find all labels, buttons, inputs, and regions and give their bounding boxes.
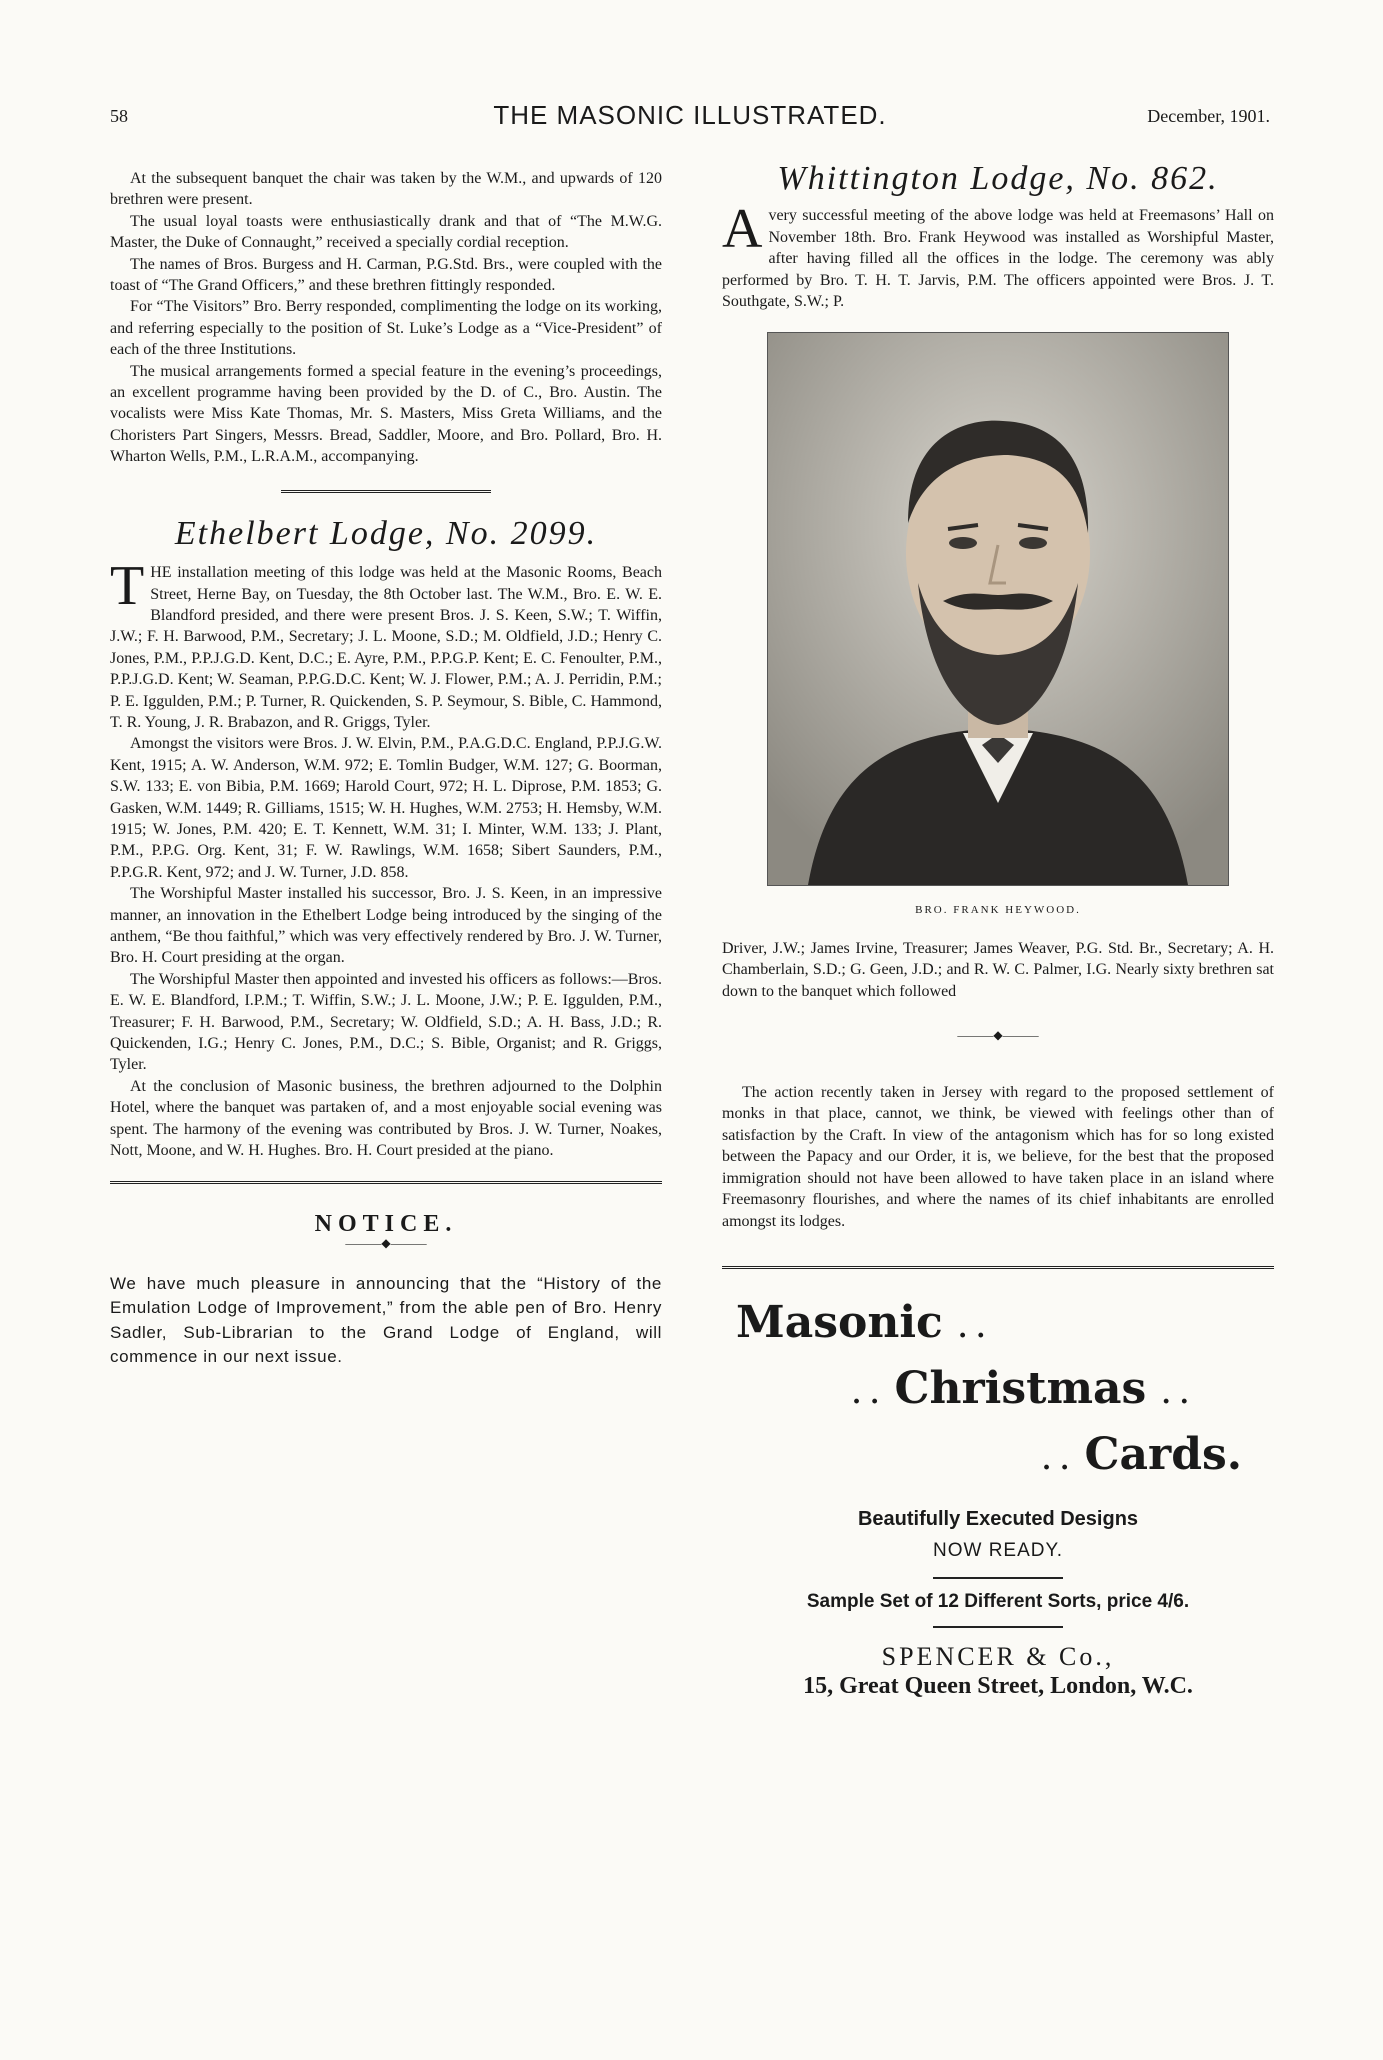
jersey-paragraph: The action recently taken in Jersey with regard to the proposed settlement of monks in that place, cannot, we think, be viewed with feelings other than of satisfaction by the Craft. In view of the antagonism which has for so long existed between the Papacy and our Order, it is, we believe, for the best that the proposed immigration should not have been allowed to have taken place in an island where Freemasonry flourishes, and where the names of its chief inhabitants are enrolled amongst its lodges.: [722, 1084, 1274, 1230]
issue-date: December, 1901.: [1147, 106, 1270, 126]
ethelbert-first-paragraph: THE installation meeting of this lodge was held at the Masonic Rooms, Beach Street, Herne Bay, on Tuesday, the 8th October last. The W.M., Bro. E. W. E. Blandford presided, and there were present Bros. J. S. Keen, S.W.; T. Wiffin, J.W.; F. H. Barwood, P.M., Secretary; J. L. Moone, S.D.; M. Oldfield, J.D.; Henry C. Jones, P.M., P.P.J.G.D. Kent, D.C.; E. Ayre, P.M., P.P.G.P. Kent; E. C. Fenoulter, P.M., P.P.J.G.D. Kent; W. Seaman, P.P.G.D.C. Kent; W. J. Flower, P.M.; A. J. Perridin, P.M.; P. E. Iggulden, P.M.; P. Turner, R. Quickenden, S. P. Seymour, S. Bible, C. Hammond, T. R. Young, J. R. Brabazon, and R. Griggs, Tyler.: [110, 555, 662, 731]
ornament-divider: ———◆———: [957, 1028, 1039, 1043]
notice-body: We have much pleasure in announcing that the “History of the Emulation Lodge of Improvement,” from the able pen of Bro. Henry Sadler, Sub-Librarian to the Grand Lodge of England, will commence in our next issue.: [110, 1273, 662, 1367]
advert-sample-line: Sample Set of 12 Different Sorts, price 4/6.: [806, 1590, 1190, 1612]
portrait-photo: [767, 332, 1229, 886]
drop-cap: T: [110, 555, 145, 618]
right-column: [722, 160, 1274, 1699]
notice-heading: NOTICE.: [314, 1211, 458, 1238]
advert-line-cards: . . Cards.: [1042, 1428, 1243, 1480]
drop-cap: A: [722, 198, 763, 261]
portrait-illustration: [768, 333, 1228, 885]
christmas-cards-advert: [722, 1293, 1274, 1697]
ethelbert-paragraph: At the conclusion of Masonic business, the brethren adjourned to the Dolphin Hotel, where the banquet was partaken of, and a most enjoyable social evening was spent. The harmony of the evening was contributed by Bros. J. W. Turner, Noakes, Nott, Moone, and W. H. Hughes. Bro. H. Court presided at the piano.: [110, 1077, 662, 1160]
masthead-title: THE MASONIC ILLUSTRATED.: [493, 100, 887, 130]
banquet-paragraph: For “The Visitors” Bro. Berry responded, complimenting the lodge on its working, and referring especially to the position of St. Luke’s Lodge as a “Vice-President” of each of the three Institutions.: [110, 298, 662, 359]
photo-caption: BRO. FRANK HEYWOOD.: [915, 904, 1081, 917]
ornament-divider: ———◆———: [345, 1235, 427, 1250]
banquet-paragraph: The musical arrangements formed a special feature in the evening’s proceedings, an excellent programme having been provided by the D. of C., Bro. Austin. The vocalists were Miss Kate Thomas, Mr. S. Masters, Miss Greta Williams, and the Choristers Part Singers, Messrs. Bread, Saddler, Moore, and Bro. Pollard, Bro. H. Wharton Wells, P.M., L.R.A.M., accompanying.: [110, 362, 662, 466]
advert-ready-line: NOW READY.: [932, 1539, 1063, 1561]
ethelbert-paragraph: The Worshipful Master installed his successor, Bro. J. S. Keen, in an impressive manner, an innovation in the Ethelbert Lodge being introduced by the singing of the anthem, “Be thou faithful,” which was very effectively rendered by Bro. J. W. Turner, Bro. H. Court presiding at the organ.: [110, 885, 662, 967]
banquet-paragraph: The names of Bros. Burgess and H. Carman, P.G.Std. Brs., were coupled with the toast of “The Grand Officers,” and these brethren fittingly responded.: [110, 255, 662, 295]
ethelbert-paragraph: Amongst the visitors were Bros. J. W. Elvin, P.M., P.A.G.D.C. England, P.P.J.G.W. Kent, 1915; A. W. Anderson, W.M. 972; E. Tomlin Budger, W.M. 127; G. Boorman, S.W. 133; E. von Bibia, P.M. 1669; Harold Court, 972; H. L. Diprose, P.M. 1853; G. Gasken, W.M. 1449; R. Gilliams, 1515; W. H. Hughes, W.M. 2753; H. Hemsby, W.M. 1915; W. Jones, P.M. 420; E. T. Kennett, W.M. 31; I. Minter, W.M. 133; J. Plant, P.M., P.P.G. Org. Kent, 31; F. W. Rawlings, W.M. 1658; Sibert Saunders, P.M., P.P.G.R. Kent, 972; and J. W. Turner, J.D. 858.: [110, 735, 662, 881]
advert-line-masonic: Masonic . .: [736, 1296, 986, 1348]
advert-designs-line: Beautifully Executed Designs: [857, 1507, 1139, 1530]
page-header: [110, 100, 1270, 140]
advert-address: 15, Great Queen Street, London, W.C.: [803, 1672, 1193, 1699]
whittington-heading: Whittington Lodge, No. 862.: [777, 160, 1219, 197]
ethelbert-paragraph: The Worshipful Master then appointed and invested his officers as follows:—Bros. E. W. E. Blandford, I.P.M.; T. Wiffin, S.W.; J. L. Moone, J.W.; P. E. Iggulden, P.M., Treasurer; F. H. Barwood, P.M., Secretary; W. Oldfield, S.D.; A. H. Bass, J.D.; R. Quickenden, I.G.; Henry C. Jones, P.M., D.C.; S. Bible, Organist; and R. Griggs, Tyler.: [110, 970, 662, 1074]
page-number: 58: [110, 106, 128, 126]
banquet-paragraph: The usual loyal toasts were enthusiastically drank and that of “The M.W.G. Master, the Duke of Connaught,” received a specially cordial reception.: [110, 212, 662, 252]
left-column: [110, 168, 662, 1370]
banquet-paragraph: At the subsequent banquet the chair was taken by the W.M., and upwards of 120 brethren were present.: [110, 170, 662, 209]
whittington-first-paragraph: Avery successful meeting of the above lodge was held at Freemasons’ Hall on November 18th. Bro. Frank Heywood was installed as Worshipful Master, after having filled all the offices in the lodge. The ceremony was ably performed by Bro. T. H. T. Jarvis, P.M. The officers appointed were Bros. J. T. Southgate, S.W.; P.: [722, 198, 1274, 311]
whittington-continuation: Driver, J.W.; James Irvine, Treasurer; James Weaver, P.G. Std. Br., Secretary; A. H. Chamberlain, S.D.; G. Geen, J.D.; and R. W. C. Palmer, I.G. Nearly sixty brethren sat down to the banquet which followed: [722, 939, 1274, 1000]
advert-firm-name: SPENCER & Co.,: [881, 1642, 1115, 1672]
banquet-report: [110, 168, 662, 468]
advert-line-christmas: . . Christmas . .: [852, 1362, 1189, 1414]
ethelbert-heading: Ethelbert Lodge, No. 2099.: [174, 514, 598, 552]
